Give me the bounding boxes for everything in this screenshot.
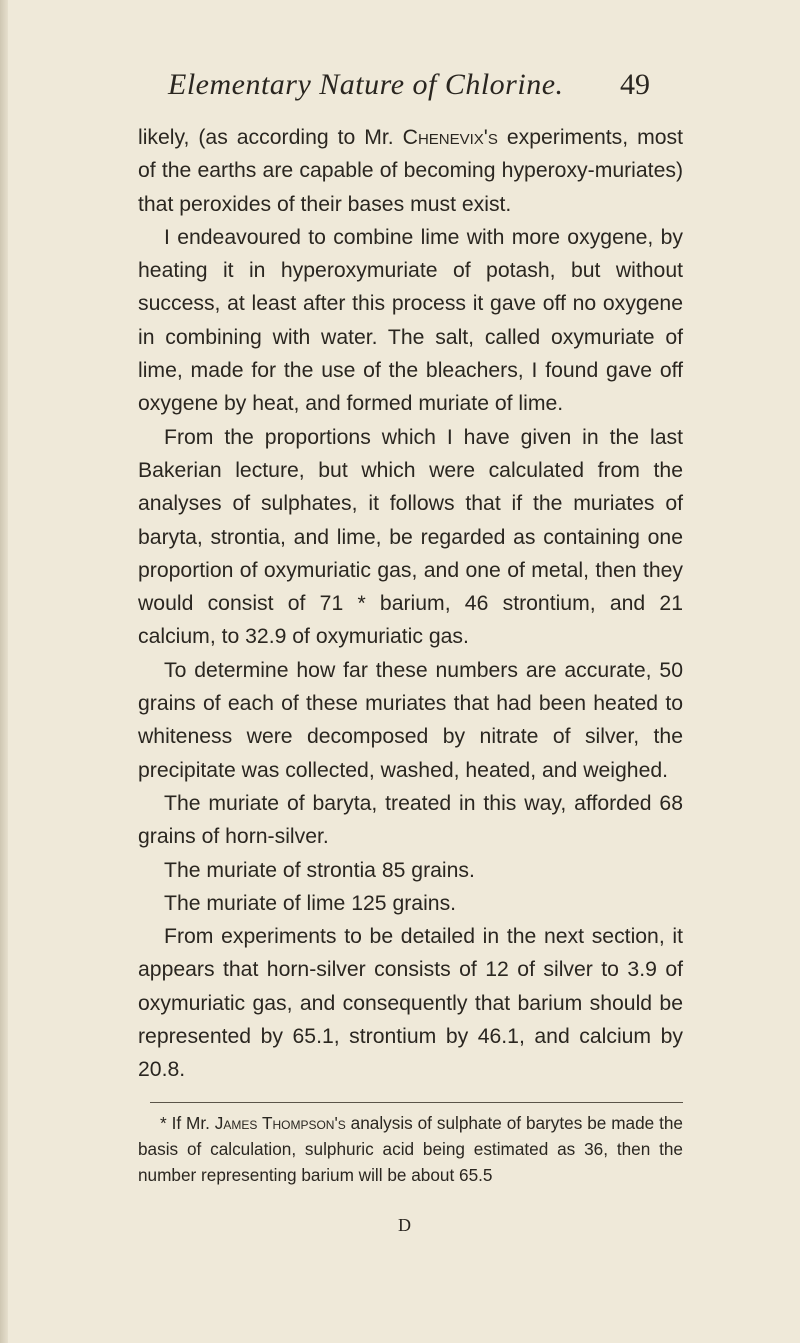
footnote-divider (150, 1102, 683, 1103)
footnote-text-b: analysis of sulphate of barytes be made the basis of calculation, sulphuric acid being estimated as 36, then the number representing barium will be about 65.5 (138, 1113, 683, 1185)
paragraph-3: From the proportions which I have given in the last Bakerian lecture, but which were calculated from the analyses of sulphates, it follows that if the muriates of baryta, strontia, and lime, be regarded as containing one proportion of oxymuriatic gas, and one of metal, then they would consist of 71 * barium, 46 strontium, and 21 calcium, to 32.9 of oxymuriatic gas. (138, 425, 683, 649)
paragraph-1 (138, 121, 683, 221)
page-edge (0, 0, 8, 1343)
footnote (138, 1110, 683, 1188)
footnote-text (138, 1110, 683, 1188)
page-header (0, 64, 800, 104)
paragraph-8: From experiments to be detailed in the next section, it appears that horn-silver consists of 12 of silver to 3.9 of oxymuriatic gas, and consequently that barium should be represented by 65.1, strontium by 46.1, and calcium by 20.8. (138, 925, 683, 1082)
page-number: 49 (620, 68, 650, 101)
paragraph-4: To determine how far these numbers are accurate, 50 grains of each of these muriates that had been heated to whiteness were decomposed by nitrate of silver, the precipitate was collected, washed, heated, and weighed. (138, 658, 683, 782)
paragraph-5: The muriate of baryta, treated in this way, afforded 68 grains of horn-silver. (138, 791, 683, 849)
paragraph-6: The muriate of strontia 85 grains. (164, 858, 475, 882)
paragraph-2: I endeavoured to combine lime with more oxygene, by heating it in hyperoxymuriate of potash, but without success, at least after this process it gave off no oxygene in combining with water. The salt, called oxymuriate of lime, made for the use of the bleachers, I found gave off oxygene by heat, and formed muriate of lime. (138, 225, 683, 416)
paragraph-1-text-b: experiments, most of the earths are capable of becoming hyperoxy-muriates) that peroxides of their bases must exist. (138, 126, 684, 216)
running-title: Elementary Nature of Chlorine. (168, 68, 564, 101)
author-name-chenevix: Chenevix's (402, 126, 498, 149)
paragraph-7: The muriate of lime 125 grains. (164, 891, 457, 915)
author-name-thompson: James Thompson's (214, 1113, 346, 1133)
footnote-text-a: * If Mr. (160, 1113, 215, 1133)
body-text (138, 121, 683, 1087)
paragraph-1-text-a: likely, (as according to Mr. (138, 126, 403, 149)
signature-mark: D (398, 1215, 411, 1235)
